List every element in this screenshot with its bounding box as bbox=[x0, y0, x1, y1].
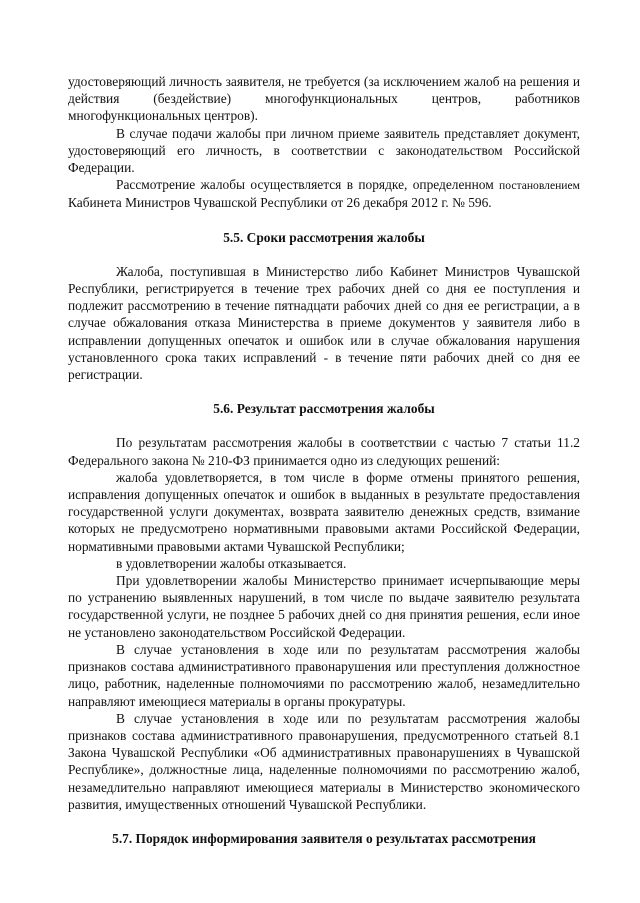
section-5-7-heading: 5.7. Порядок информирования заявителя о результатах рассмотрения bbox=[112, 830, 536, 846]
review-text-part2: Кабинета Министров Чувашской Республики от 26 декабря 2012 г. № 596. bbox=[68, 195, 492, 211]
section-5-6-paragraph: В случае установления в ходе или по результатам рассмотрения жалобы признаков состава административного правонарушения или преступления должностное лицо, работник, наделенные полномочиями по рассмотрению жалоб, незамедлительно направляют имеющиеся материалы в органы прокуратуры. bbox=[68, 641, 580, 709]
section-5-6-paragraph: По результатам рассмотрения жалобы в соответствии с частью 7 статьи 11.2 Федерального закона № 210-ФЗ принимается одно из следующих решений: bbox=[68, 435, 580, 468]
paragraph-id-requirement: удостоверяющий личность заявителя, не требуется (за исключением жалоб на решения и действия (бездействие) многофункциональных центров, работников многофункциональных центров). bbox=[68, 74, 580, 124]
section-5-5-heading: 5.5. Сроки рассмотрения жалобы bbox=[223, 229, 425, 245]
section-5-5-paragraph: Жалоба, поступившая в Министерство либо Кабинет Министров Чувашской Республики, регистрируется в течение трех рабочих дней со дня ее поступления и подлежит рассмотрению в течение пятнадцати рабочих дней со дня ее регистрации, а в случае обжалования отказа Министерства в приеме документов у заявителя либо в исправлении допущенных опечаток и ошибок или в случае обжалования нарушения установленного срока таких исправлений - в течение пяти рабочих дней со дня ее регистрации. bbox=[68, 263, 580, 383]
review-text-small: постановлением bbox=[499, 179, 580, 193]
section-5-6-heading: 5.6. Результат рассмотрения жалобы bbox=[213, 401, 435, 417]
section-5-6-paragraph: В случае установления в ходе или по результатам рассмотрения жалобы признаков состава административного правонарушения, предусмотренного статьей 8.1 Закона Чувашской Республики «Об административных правонарушениях в Чувашской Республике», должностные лица, наделенные полномочиями по рассмотрению жалоб, незамедлительно направляют имеющиеся материалы в Министерство экономического развития, имущественных отношений Чувашской Республики. bbox=[68, 710, 580, 812]
document-page bbox=[68, 73, 580, 847]
section-5-6-paragraph: жалоба удовлетворяется, в том числе в форме отмены принятого решения, исправления допущенных опечаток и ошибок в выданных в результате предоставления государственной услуги документах, возврата заявителю денежных средств, взимание которых не предусмотрено нормативными правовыми актами Российской Федерации, нормативными правовыми актами Чувашской Республики; bbox=[68, 469, 580, 554]
section-5-6-paragraph: в удовлетворении жалобы отказывается. bbox=[116, 555, 347, 571]
paragraph-personal-submission: В случае подачи жалобы при личном приеме заявитель представляет документ, удостоверяющий его личность, в соответствии с законодательством Российской Федерации. bbox=[68, 125, 580, 176]
section-5-6-paragraph: При удовлетворении жалобы Министерство принимает исчерпывающие меры по устранению выявленных нарушений, в том числе по выдаче заявителю результата государственной услуги, не позднее 5 рабочих дней со дня принятия решения, если иное не установлено законодательством Российской Федерации. bbox=[68, 573, 580, 640]
paragraph-review-procedure bbox=[68, 176, 580, 211]
review-text-part1: Рассмотрение жалобы осуществляется в порядке, определенном bbox=[116, 177, 494, 193]
